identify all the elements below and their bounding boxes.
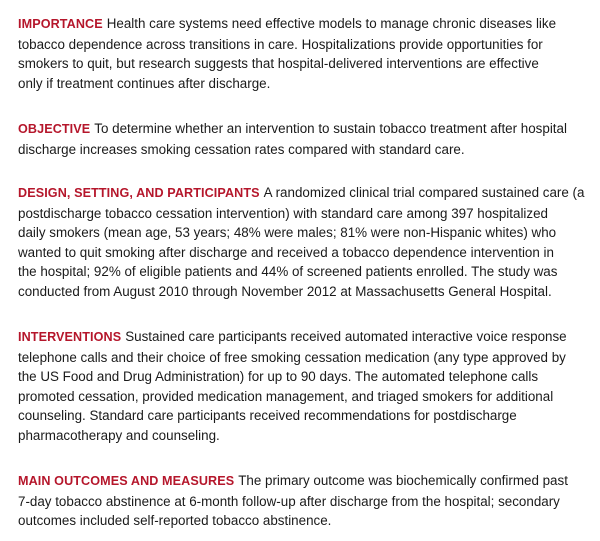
outcomes-line-1 — [18, 471, 600, 492]
design-heading: DESIGN, SETTING, AND PARTICIPANTS — [18, 186, 260, 200]
section-interventions — [18, 327, 600, 446]
objective-heading: OBJECTIVE — [18, 122, 91, 136]
objective-line-2: discharge increases smoking cessation rates compared with standard care. — [18, 141, 465, 157]
section-main-outcomes-measures — [18, 471, 600, 531]
interventions-line-5: counseling. Standard care participants received recommendations for postdischarge — [18, 408, 517, 424]
interventions-line-1 — [18, 327, 600, 348]
outcomes-heading: MAIN OUTCOMES AND MEASURES — [18, 474, 235, 488]
design-line-3: daily smokers (mean age, 53 years; 48% were males; 81% were non-Hispanic whites) who — [18, 225, 557, 241]
interventions-line-2: telephone calls and their choice of free smoking cessation medication (any type approved by — [18, 349, 566, 365]
interventions-line-6: pharmacotherapy and counseling. — [18, 427, 220, 443]
design-line-2: postdischarge tobacco cessation intervention) with standard care among 397 hospitalized — [18, 205, 548, 221]
objective-line-1 — [18, 119, 600, 140]
objective-text-1: To determine whether an intervention to sustain tobacco treatment after hospital — [94, 121, 567, 136]
importance-line-3: smokers to quit, but research suggests that hospital-delivered interventions are effective — [18, 56, 539, 72]
outcomes-line-2: 7-day tobacco abstinence at 6-month follow-up after discharge from the hospital; secondary — [18, 493, 560, 509]
interventions-line-3: the US Food and Drug Administration) for up to 90 days. The automated telephone calls — [18, 369, 539, 385]
outcomes-text-1: The primary outcome was biochemically confirmed past — [238, 473, 568, 488]
section-objective — [18, 119, 600, 159]
section-design-setting-participants — [18, 183, 600, 302]
importance-heading: IMPORTANCE — [18, 17, 103, 31]
importance-text-1: Health care systems need effective models to manage chronic diseases like — [106, 16, 557, 31]
importance-line-1 — [18, 14, 600, 35]
interventions-line-4: promoted cessation, provided medication management, and triaged smokers for additional — [18, 388, 554, 404]
design-line-6: conducted from August 2010 through November 2012 at Massachusetts General Hospital. — [18, 283, 552, 299]
design-line-1 — [18, 183, 600, 204]
importance-line-4: only if treatment continues after discharge. — [18, 75, 271, 91]
outcomes-line-3: outcomes included self-reported tobacco abstinence. — [18, 513, 332, 529]
importance-line-2: tobacco dependence across transitions in care. Hospitalizations provide opportunities for — [18, 36, 543, 52]
interventions-heading: INTERVENTIONS — [18, 330, 122, 344]
interventions-text-1: Sustained care participants received automated interactive voice response — [125, 329, 567, 344]
design-line-5: the hospital; 92% of eligible patients and 44% of screened patients enrolled. The study was — [18, 264, 558, 280]
design-text-1: A randomized clinical trial compared sustained care (a — [263, 185, 585, 200]
section-importance — [18, 14, 600, 93]
design-line-4: wanted to quit smoking after discharge and received a tobacco dependence intervention in — [18, 244, 554, 260]
